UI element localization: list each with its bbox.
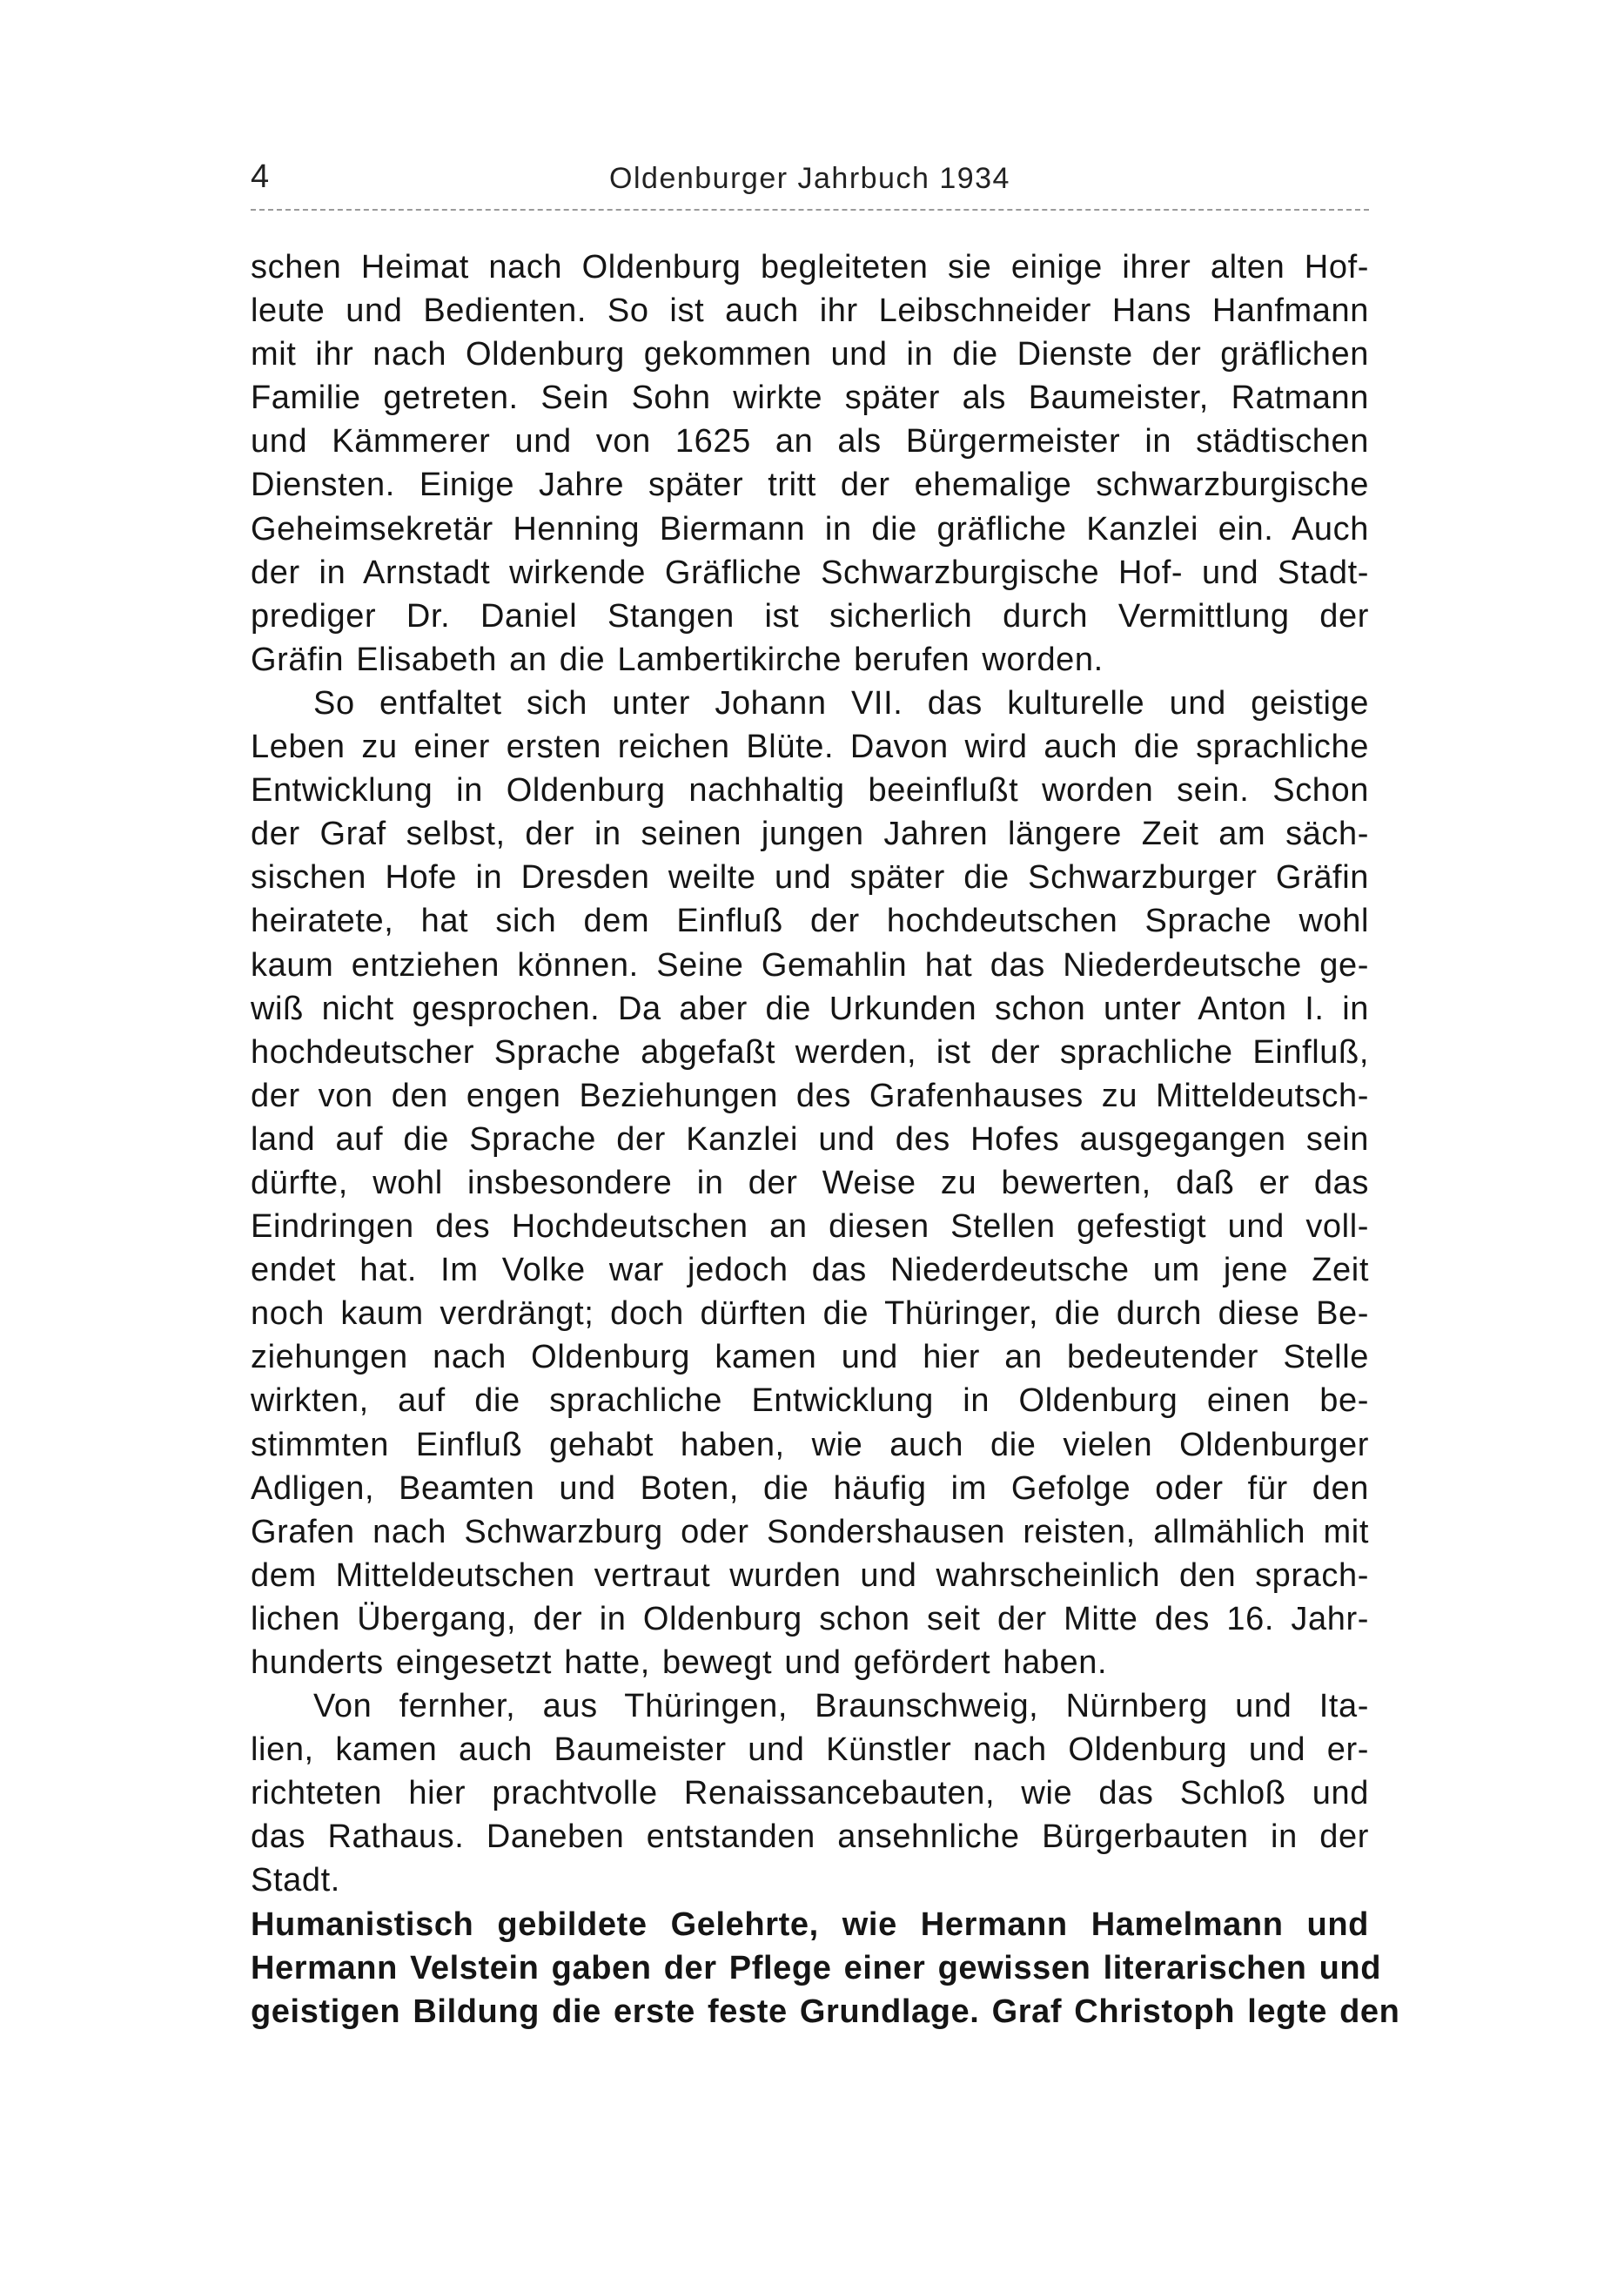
text-line: kaum entziehen können. Seine Gemahlin hat das Niederdeutsche ge-	[251, 946, 1369, 984]
text-line: und Kämmerer und von 1625 an als Bürgermeister in städtischen	[251, 423, 1369, 460]
text-line: endet hat. Im Volke war jedoch das Niederdeutsche um jene Zeit	[251, 1252, 1369, 1289]
text-line: land auf die Sprache der Kanzlei und des Hofes ausgegangen sein	[251, 1120, 1369, 1158]
text-line: Humanistisch gebildete Gelehrte, wie Hermann Hamelmann und	[251, 1906, 1369, 1943]
paragraph	[251, 1903, 1400, 2033]
text-line: Leben zu einer ersten reichen Blüte. Davon wird auch die sprachliche	[251, 729, 1369, 766]
text-line: Entwicklung in Oldenburg nachhaltig beeinflußt worden sein. Schon	[251, 772, 1369, 810]
text-line: hunderts eingesetzt hatte, bewegt und gefördert haben.	[251, 1644, 1108, 1681]
text-line: ziehungen nach Oldenburg kamen und hier an bedeutender Stelle	[251, 1339, 1369, 1376]
text-line: Grafen nach Schwarzburg oder Sondershausen reisten, allmählich mit	[251, 1513, 1369, 1550]
text-line: Familie getreten. Sein Sohn wirkte später als Baumeister, Ratmann	[251, 380, 1369, 417]
text-line: Von fernher, aus Thüringen, Braunschweig, Nürnberg und Ita-	[313, 1688, 1369, 1725]
text-line: mit ihr nach Oldenburg gekommen und in die Dienste der gräflichen	[251, 336, 1369, 373]
text-line: Hermann Velstein gaben der Pflege einer gewissen literarischen und	[251, 1949, 1382, 1986]
text-line: stimmten Einfluß gehabt haben, wie auch die vielen Oldenburger	[251, 1426, 1369, 1463]
text-line: das Rathaus. Daneben entstanden ansehnliche Bürgerbauten in der	[251, 1818, 1369, 1856]
text-line: lichen Übergang, der in Oldenburg schon seit der Mitte des 16. Jahr-	[251, 1600, 1369, 1637]
body-text	[251, 245, 1400, 2033]
text-line: noch kaum verdrängt; doch dürften die Thüringer, die durch diese Be-	[251, 1295, 1369, 1333]
text-line: prediger Dr. Daniel Stangen ist sicherlich durch Vermittlung der	[251, 597, 1369, 635]
text-line: sischen Hofe in Dresden weilte und später die Schwarzburger Gräfin	[251, 859, 1369, 897]
text-line: wirkten, auf die sprachliche Entwicklung in Oldenburg einen be-	[251, 1382, 1369, 1420]
text-line: leute und Bedienten. So ist auch ihr Leibschneider Hans Hanfmann	[251, 292, 1369, 330]
text-line: der in Arnstadt wirkende Gräfliche Schwarzburgische Hof- und Stadt-	[251, 554, 1369, 591]
text-line: hochdeutscher Sprache abgefaßt werden, ist der sprachliche Einfluß,	[251, 1033, 1369, 1071]
text-line: wiß nicht gesprochen. Da aber die Urkunden schon unter Anton I. in	[251, 990, 1369, 1027]
text-line: Geheimsekretär Henning Biermann in die gräfliche Kanzlei ein. Auch	[251, 510, 1369, 548]
paragraph	[251, 1684, 1369, 1902]
text-line: Gräfin Elisabeth an die Lambertikirche berufen worden.	[251, 641, 1104, 678]
text-line: dem Mitteldeutschen vertraut wurden und wahrscheinlich den sprach-	[251, 1556, 1369, 1594]
journal-title: Oldenburger Jahrbuch 1934	[609, 162, 1010, 195]
text-line: richteten hier prachtvolle Renaissancebauten, wie das Schloß und	[251, 1775, 1369, 1812]
text-line: heiratete, hat sich dem Einfluß der hochdeutschen Sprache wohl	[251, 903, 1369, 940]
paragraph	[251, 682, 1369, 1684]
text-line: der von den engen Beziehungen des Grafenhauses zu Mitteldeutsch-	[251, 1077, 1369, 1114]
header-rule	[251, 209, 1369, 211]
text-line: Adligen, Beamten und Boten, die häufig im Gefolge oder für den	[251, 1469, 1369, 1507]
text-line: Stadt.	[251, 1862, 340, 1899]
text-line: lien, kamen auch Baumeister und Künstler nach Oldenburg und er-	[251, 1731, 1369, 1769]
text-line: geistigen Bildung die erste feste Grundlage. Graf Christoph legte den	[251, 1993, 1400, 2030]
running-head	[251, 155, 1369, 204]
page-number: 4	[251, 158, 271, 195]
text-line: dürfte, wohl insbesondere in der Weise zu bewerten, daß er das	[251, 1164, 1369, 1201]
text-line: So entfaltet sich unter Johann VII. das kulturelle und geistige	[313, 684, 1369, 722]
text-line: Eindringen des Hochdeutschen an diesen Stellen gefestigt und voll-	[251, 1208, 1369, 1246]
text-line: Diensten. Einige Jahre später tritt der ehemalige schwarzburgische	[251, 467, 1369, 504]
text-line: schen Heimat nach Oldenburg begleiteten sie einige ihrer alten Hof-	[251, 249, 1369, 286]
paragraph	[251, 245, 1369, 682]
text-line: der Graf selbst, der in seinen jungen Jahren längere Zeit am säch-	[251, 816, 1369, 853]
